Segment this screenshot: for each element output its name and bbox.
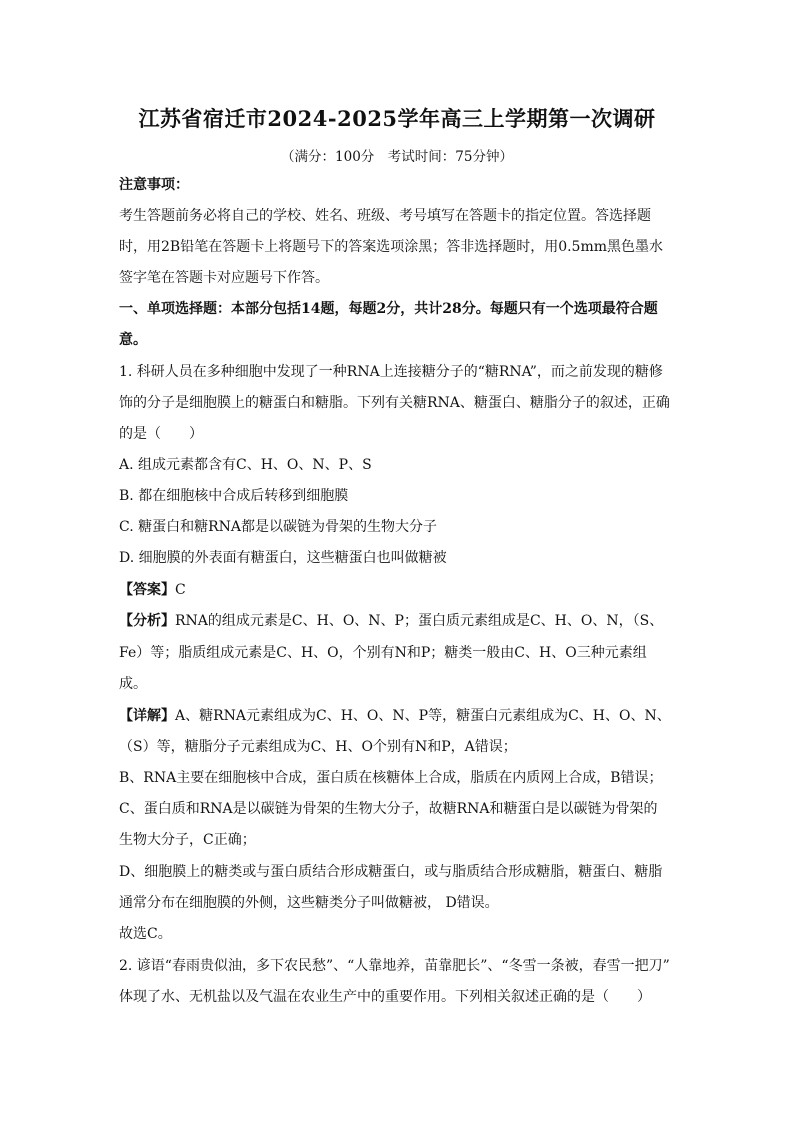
question-stem: 2. 谚语“春雨贵似油，多下农民愁”、“人靠地养，苗靠肥长”、“冬雪一条被，春雪一把刀” (119, 958, 670, 974)
detail-text: （S）等，糖脂分子元素组成为C、H、O个别有N和P，A错误； (119, 739, 517, 755)
question-stem: 的是（ ） (119, 426, 203, 442)
analysis-text: Fe）等；脂质组成元素是C、H、O，个别有N和P；糖类一般由C、H、O三种元素组 (119, 645, 647, 661)
detail-text: C、蛋白质和RNA是以碳链为骨架的生物大分子，故糖RNA和糖蛋白是以碳链为骨架的 (119, 801, 658, 817)
answer-line (119, 580, 679, 600)
detail-text: B、RNA主要在细胞核中合成，蛋白质在核糖体上合成，脂质在内质网上合成，B错误； (119, 770, 663, 786)
answer-label: 【答案】 (119, 582, 175, 598)
notice-line: 考生答题前务必将自己的学校、姓名、班级、考号填写在答题卡的指定位置。答选择题 (119, 208, 651, 224)
question-stem: 1. 科研人员在多种细胞中发现了一种RNA上连接糖分子的“糖RNA”，而之前发现的糖修 (119, 364, 663, 380)
notice-line: 时，用2B铅笔在答题卡上将题号下的答案选项涂黑；答非选择题时，用0.5mm黑色墨水 (119, 239, 664, 255)
analysis-label: 【分析】 (119, 613, 175, 629)
analysis-text: RNA的组成元素是C、H、O、N、P；蛋白质元素组成是C、H、O、N，（S、 (175, 613, 664, 629)
analysis-text: 成。 (119, 676, 147, 692)
section-heading: 意。 (119, 332, 147, 348)
question-stem: 体现了水、无机盐以及气温在农业生产中的重要作用。下列相关叙述正确的是（ ） (119, 989, 651, 1005)
detail-text: D、细胞膜上的糖类或与蛋白质结合形成糖蛋白，或与脂质结合形成糖脂，糖蛋白、糖脂 (119, 864, 663, 880)
option-b: B. 都在细胞核中合成后转移到细胞膜 (119, 488, 349, 504)
detail-text: 生物大分子，C正确； (119, 832, 256, 848)
answer-value: C (175, 582, 186, 598)
option-a: A. 组成元素都含有C、H、O、N、P、S (119, 457, 372, 473)
notice-line: 签字笔在答题卡对应题号下作答。 (119, 270, 329, 286)
detail-label: 【详解】 (119, 708, 175, 724)
option-c: C. 糖蛋白和糖RNA都是以碳链为骨架的生物大分子 (119, 519, 438, 535)
detail-text: 通常分布在细胞膜的外侧，这些糖类分子叫做糖被， D错误。 (119, 895, 499, 911)
notice-heading: 注意事项： (119, 177, 189, 193)
page-title: 江苏省宿迁市2024-2025学年高三上学期第一次调研 (138, 106, 656, 131)
analysis-line (119, 611, 679, 631)
detail-text: 故选C。 (119, 926, 172, 942)
exam-info: （满分：100分 考试时间：75分钟） (281, 149, 513, 165)
detail-line (119, 706, 679, 726)
question-stem: 饰的分子是细胞膜上的糖蛋白和糖脂。下列有关糖RNA、糖蛋白、糖脂分子的叙述，正确 (119, 395, 670, 411)
detail-text: A、糖RNA元素组成为C、H、O、N、P等，糖蛋白元素组成为C、H、O、N、 (175, 708, 671, 724)
section-heading: 一、单项选择题：本部分包括14题，每题2分，共计28分。每题只有一个选项最符合题 (119, 301, 658, 317)
option-d: D. 细胞膜的外表面有糖蛋白，这些糖蛋白也叫做糖被 (119, 550, 447, 566)
